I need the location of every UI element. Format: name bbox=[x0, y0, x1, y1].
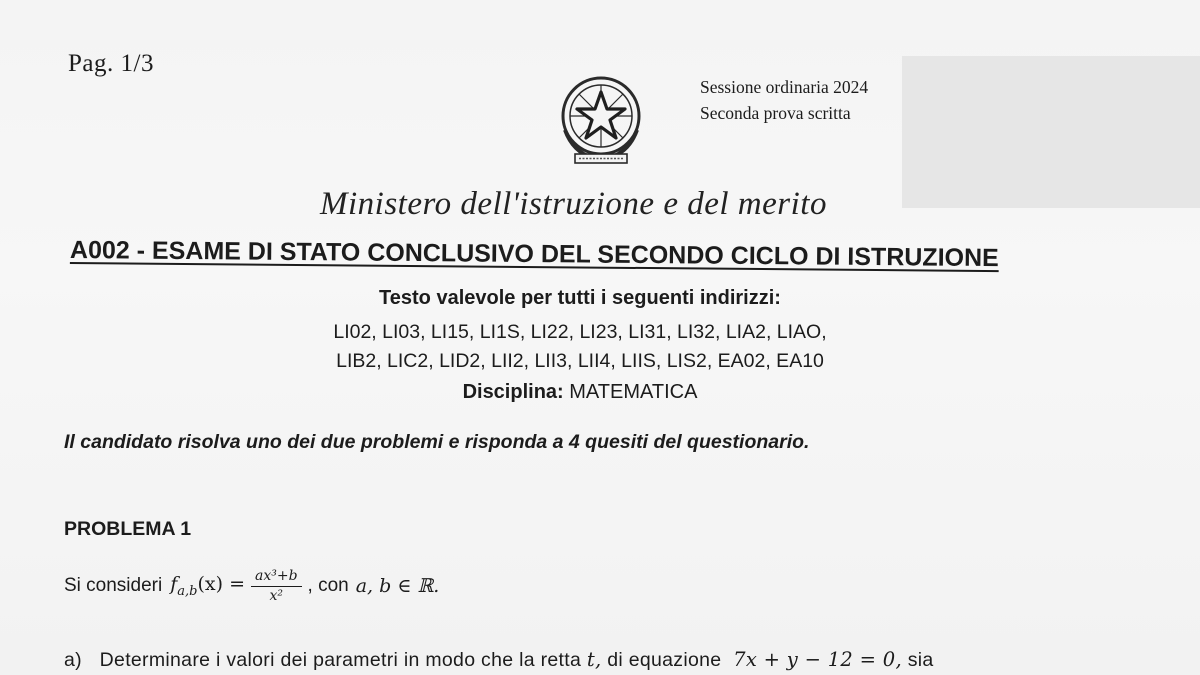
course-codes-line: LI02, LI03, LI15, LI1S, LI22, LI23, LI31, LI32, LIA2, LIAO, bbox=[333, 321, 827, 343]
page-number: Pag. 1/3 bbox=[68, 50, 154, 77]
discipline-label: Disciplina: bbox=[462, 381, 564, 403]
valid-for-heading: Testo valevole per tutti i seguenti indirizzi: bbox=[379, 287, 781, 309]
intro-suffix: , con bbox=[307, 575, 349, 596]
function-subscript: a,b bbox=[177, 583, 198, 599]
fraction-denominator: x² bbox=[269, 588, 284, 604]
function-fraction bbox=[251, 568, 302, 604]
item-label: a) bbox=[64, 649, 82, 671]
ministry-heading: Ministero dell'istruzione e del merito bbox=[320, 186, 827, 222]
course-codes-line: LIB2, LIC2, LID2, LII2, LII3, LII4, LIIS, LIS2, EA02, EA10 bbox=[336, 350, 824, 372]
redacted-area bbox=[902, 56, 1200, 208]
function-name bbox=[170, 573, 245, 599]
item-equation: 7x + y − 12 = 0, bbox=[733, 648, 902, 671]
session-line: Sessione ordinaria 2024 bbox=[700, 77, 869, 97]
function-argument: (x) = bbox=[197, 573, 245, 596]
italian-republic-emblem-icon bbox=[553, 72, 649, 168]
item-text: Determinare i valori dei parametri in modo che la retta bbox=[99, 649, 582, 671]
problem-title: PROBLEMA 1 bbox=[64, 518, 192, 540]
problem-item-a bbox=[64, 648, 934, 672]
fraction-numerator: ax³+b bbox=[251, 568, 302, 587]
parameters-domain: a, b ∈ ℝ. bbox=[355, 575, 440, 597]
item-variable: t, bbox=[586, 648, 602, 671]
exam-title: A002 - ESAME DI STATO CONCLUSIVO DEL SECONDO CICLO DI ISTRUZIONE bbox=[69, 236, 999, 273]
exam-type-line: Seconda prova scritta bbox=[700, 103, 851, 123]
item-text: sia bbox=[907, 649, 934, 671]
discipline bbox=[180, 381, 980, 404]
session-info bbox=[700, 74, 868, 126]
item-text: di equazione bbox=[607, 649, 722, 671]
intro-prefix: Si consideri bbox=[64, 575, 163, 596]
course-codes bbox=[180, 318, 980, 376]
function-symbol: f bbox=[170, 573, 178, 596]
discipline-value: MATEMATICA bbox=[569, 381, 698, 403]
problem-intro bbox=[64, 568, 439, 604]
candidate-instructions: Il candidato risolva uno dei due problemi e risponda a 4 quesiti del questionario. bbox=[64, 431, 810, 453]
